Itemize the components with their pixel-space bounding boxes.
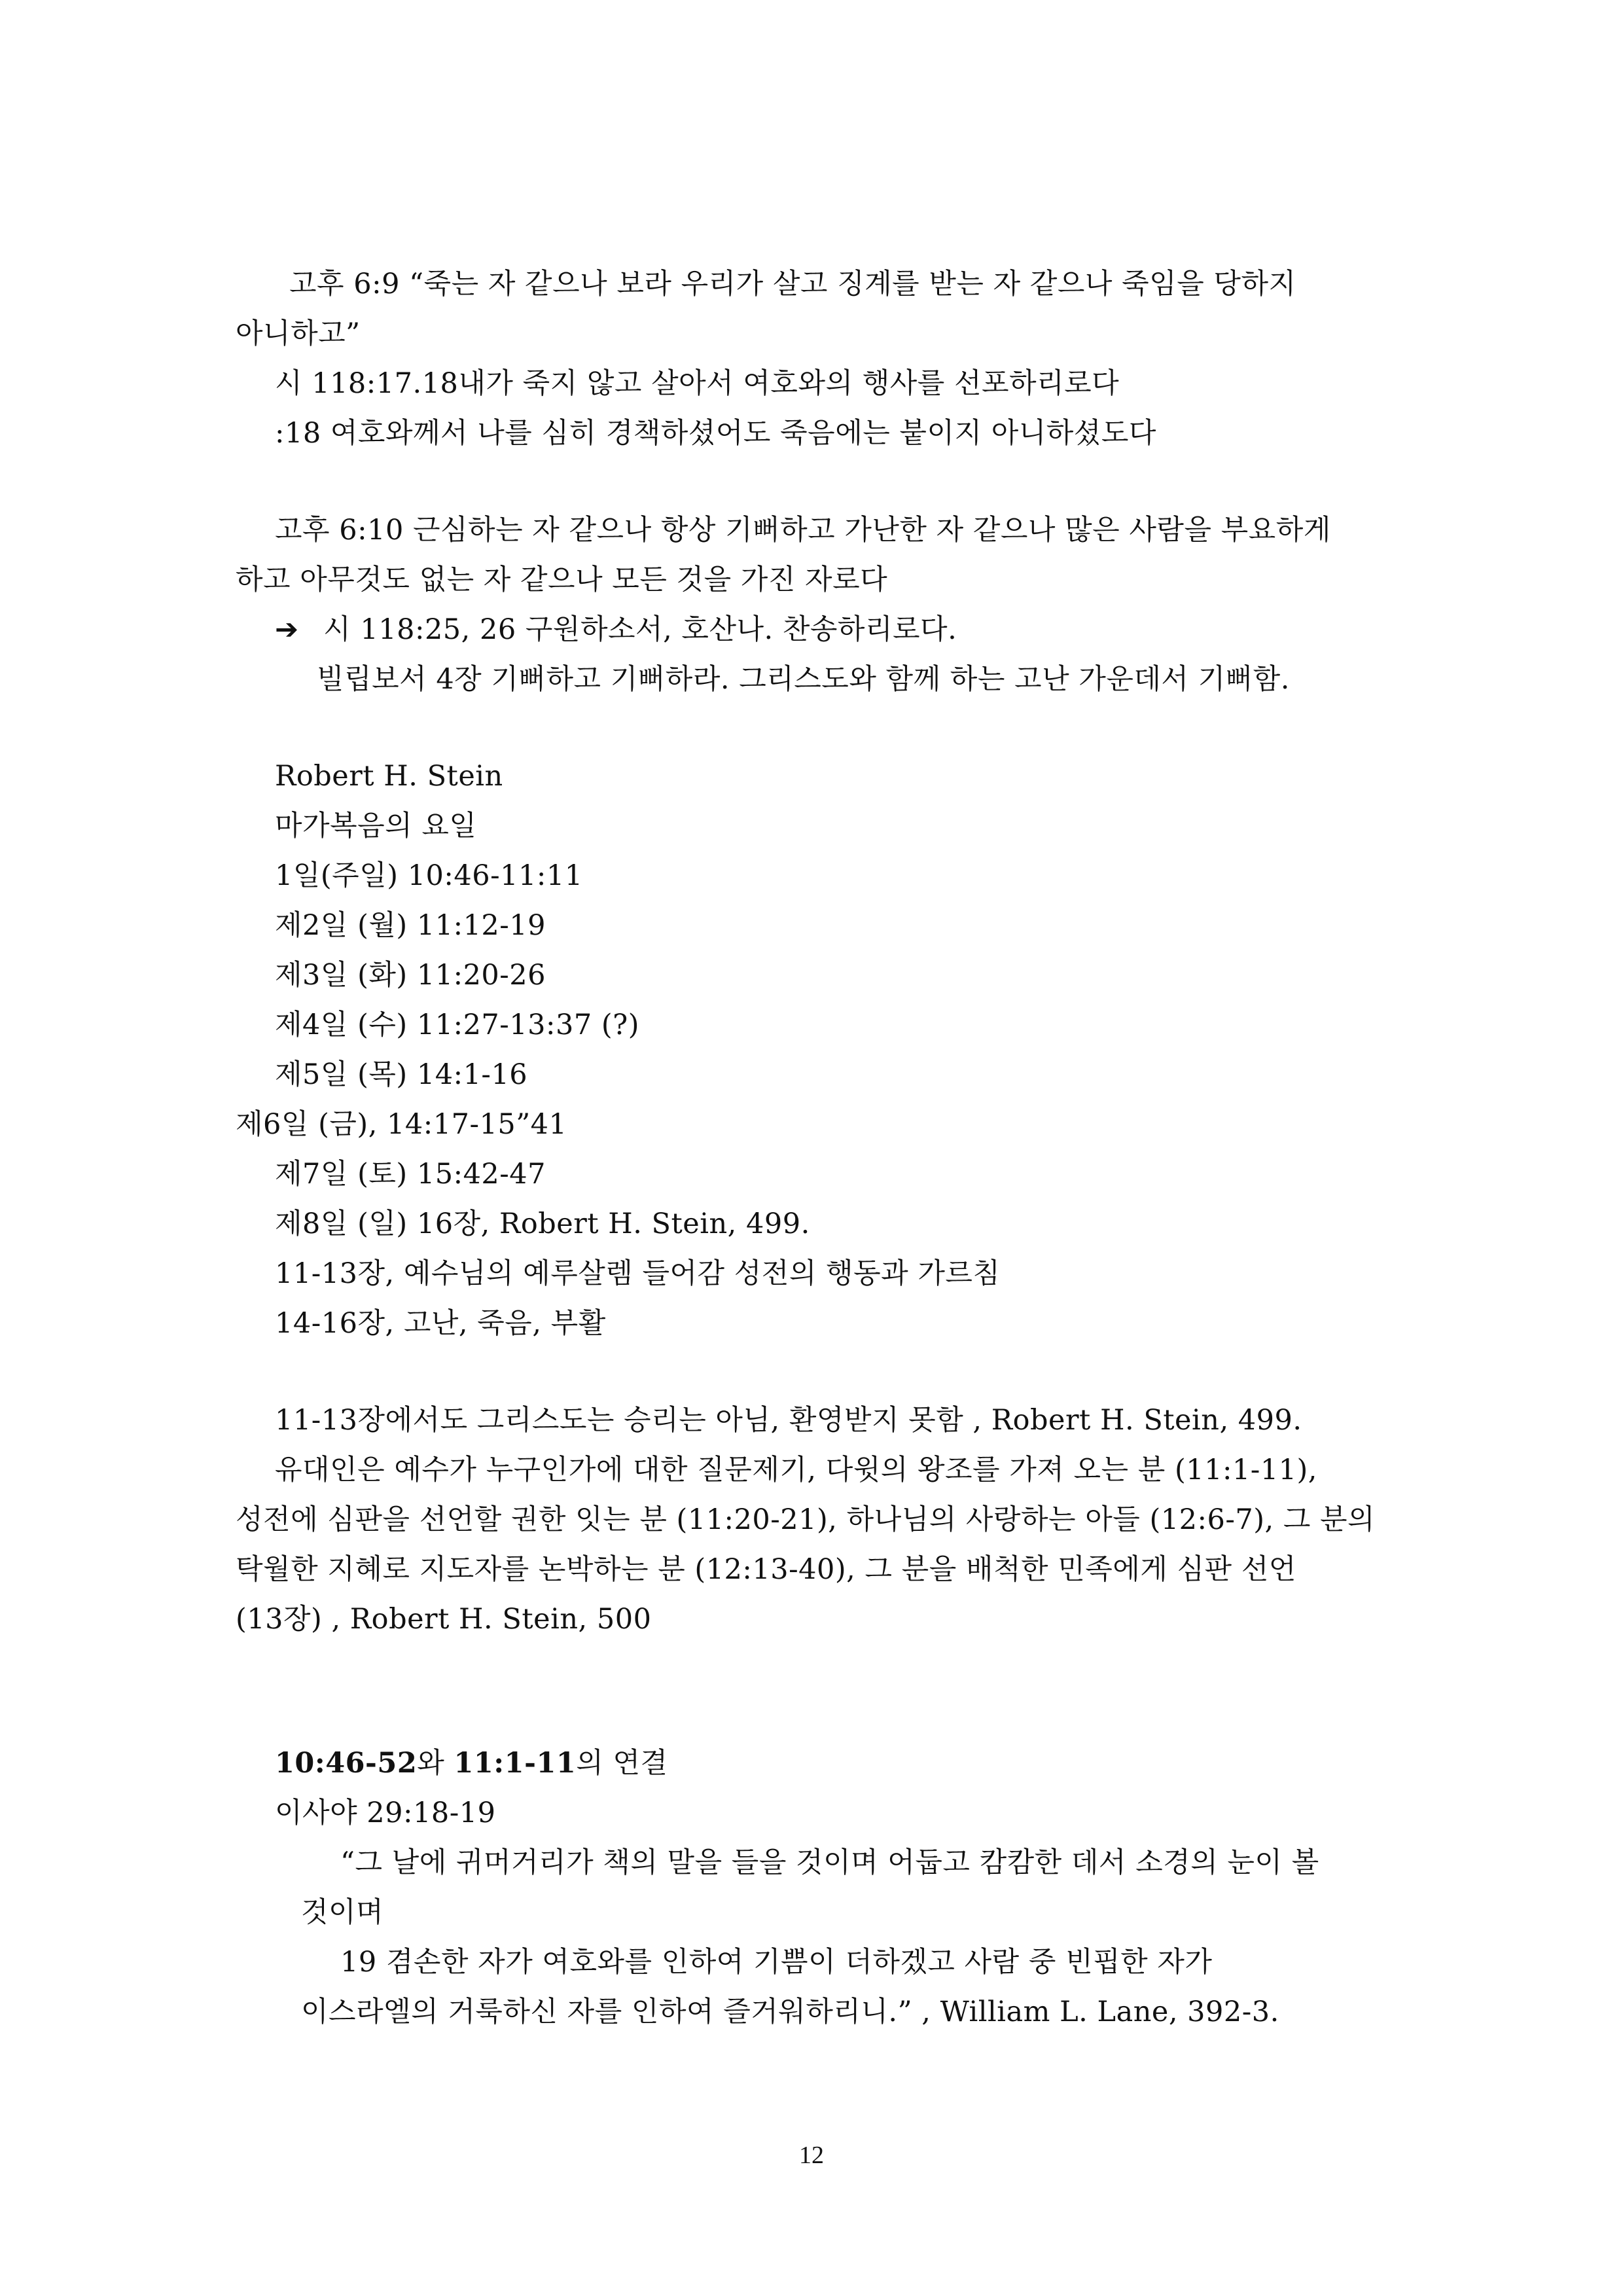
text-line: 제4일 (수) 11:27-13:37 (?)	[275, 1009, 640, 1041]
heading-text: 와	[417, 1747, 454, 1780]
text-line: 제6일 (금), 14:17-15”41	[236, 1108, 567, 1141]
arrow-icon: ➔	[275, 613, 299, 646]
text-line: 고후 6:9 “죽는 자 같으나 보라 우리가 살고 징계를 받는 자 같으나 죽임을 당하지	[289, 268, 1296, 300]
heading-text: 의 연결	[576, 1747, 668, 1780]
text-line: (13장) , Robert H. Stein, 500	[236, 1603, 652, 1636]
text-line: 마가복음의 요일	[275, 810, 477, 842]
text-line: 11-13장에서도 그리스도는 승리는 아님, 환영받지 못함 , Robert H. Stein, 499.	[275, 1404, 1302, 1437]
text-line: 유대인은 예수가 누구인가에 대한 질문제기, 다윗의 왕조를 가져 오는 분 (11:1-11),	[275, 1454, 1317, 1486]
text-line: 제5일 (목) 14:1-16	[275, 1058, 528, 1091]
text-line: 19 겸손한 자가 여호와를 인하여 기쁨이 더하겠고 사람 중 빈핍한 자가	[340, 1946, 1213, 1979]
page-number: 12	[799, 2142, 824, 2169]
text-line: 11-13장, 예수님의 예루살렘 들어감 성전의 행동과 가르침	[275, 1257, 1001, 1290]
text-line: :18 여호와께서 나를 심히 경책하셨어도 죽음에는 붙이지 아니하셨도다	[275, 417, 1156, 450]
text-line: 하고 아무것도 없는 자 같으나 모든 것을 가진 자로다	[236, 564, 888, 596]
arrow-line	[275, 610, 957, 649]
heading-ref-2: 11:1-11	[454, 1747, 577, 1780]
text-line: 1일(주일) 10:46-11:11	[275, 859, 583, 892]
text-line: 시 118:17.18내가 죽지 않고 살아서 여호와의 행사를 선포하리로다	[275, 367, 1120, 400]
text-line: 성전에 심판을 선언할 권한 잇는 분 (11:20-21), 하나님의 사랑하는 아들 (12:6-7), 그 분의	[236, 1503, 1376, 1536]
text-line: Robert H. Stein	[275, 760, 503, 793]
text-line: “그 날에 귀머거리가 책의 말을 들을 것이며 어둡고 캄캄한 데서 소경의 눈이 볼	[340, 1846, 1319, 1879]
text-line: 탁월한 지혜로 지도자를 논박하는 분 (12:13-40), 그 분을 배척한 민족에게 심판 선언	[236, 1553, 1296, 1586]
text-line: 이스라엘의 거룩하신 자를 인하여 즐거워하리니.” , William L. Lane, 392-3.	[301, 1996, 1279, 2028]
text-line: 제7일 (토) 15:42-47	[275, 1158, 546, 1191]
text-line: 이사야 29:18-19	[275, 1797, 496, 1829]
text-line: 제2일 (월) 11:12-19	[275, 909, 546, 942]
text-line: 빌립보서 4장 기뻐하고 기뻐하라. 그리스도와 함께 하는 고난 가운데서 기뻐함.	[317, 663, 1290, 696]
text-line: 14-16장, 고난, 죽음, 부활	[275, 1307, 606, 1340]
text-line: 시 118:25, 26 구원하소서, 호산나. 찬송하리로다.	[323, 613, 957, 646]
text-line: 것이며	[301, 1896, 384, 1929]
heading-ref-1: 10:46-52	[275, 1747, 418, 1780]
text-line: 제8일 (일) 16장, Robert H. Stein, 499.	[275, 1208, 810, 1240]
text-line: 아니하고”	[236, 317, 361, 350]
text-line: 고후 6:10 근심하는 자 같으나 항상 기뻐하고 가난한 자 같으나 많은 사람을 부요하게	[275, 514, 1331, 547]
section-heading	[275, 1744, 668, 1783]
text-line: 제3일 (화) 11:20-26	[275, 959, 546, 992]
